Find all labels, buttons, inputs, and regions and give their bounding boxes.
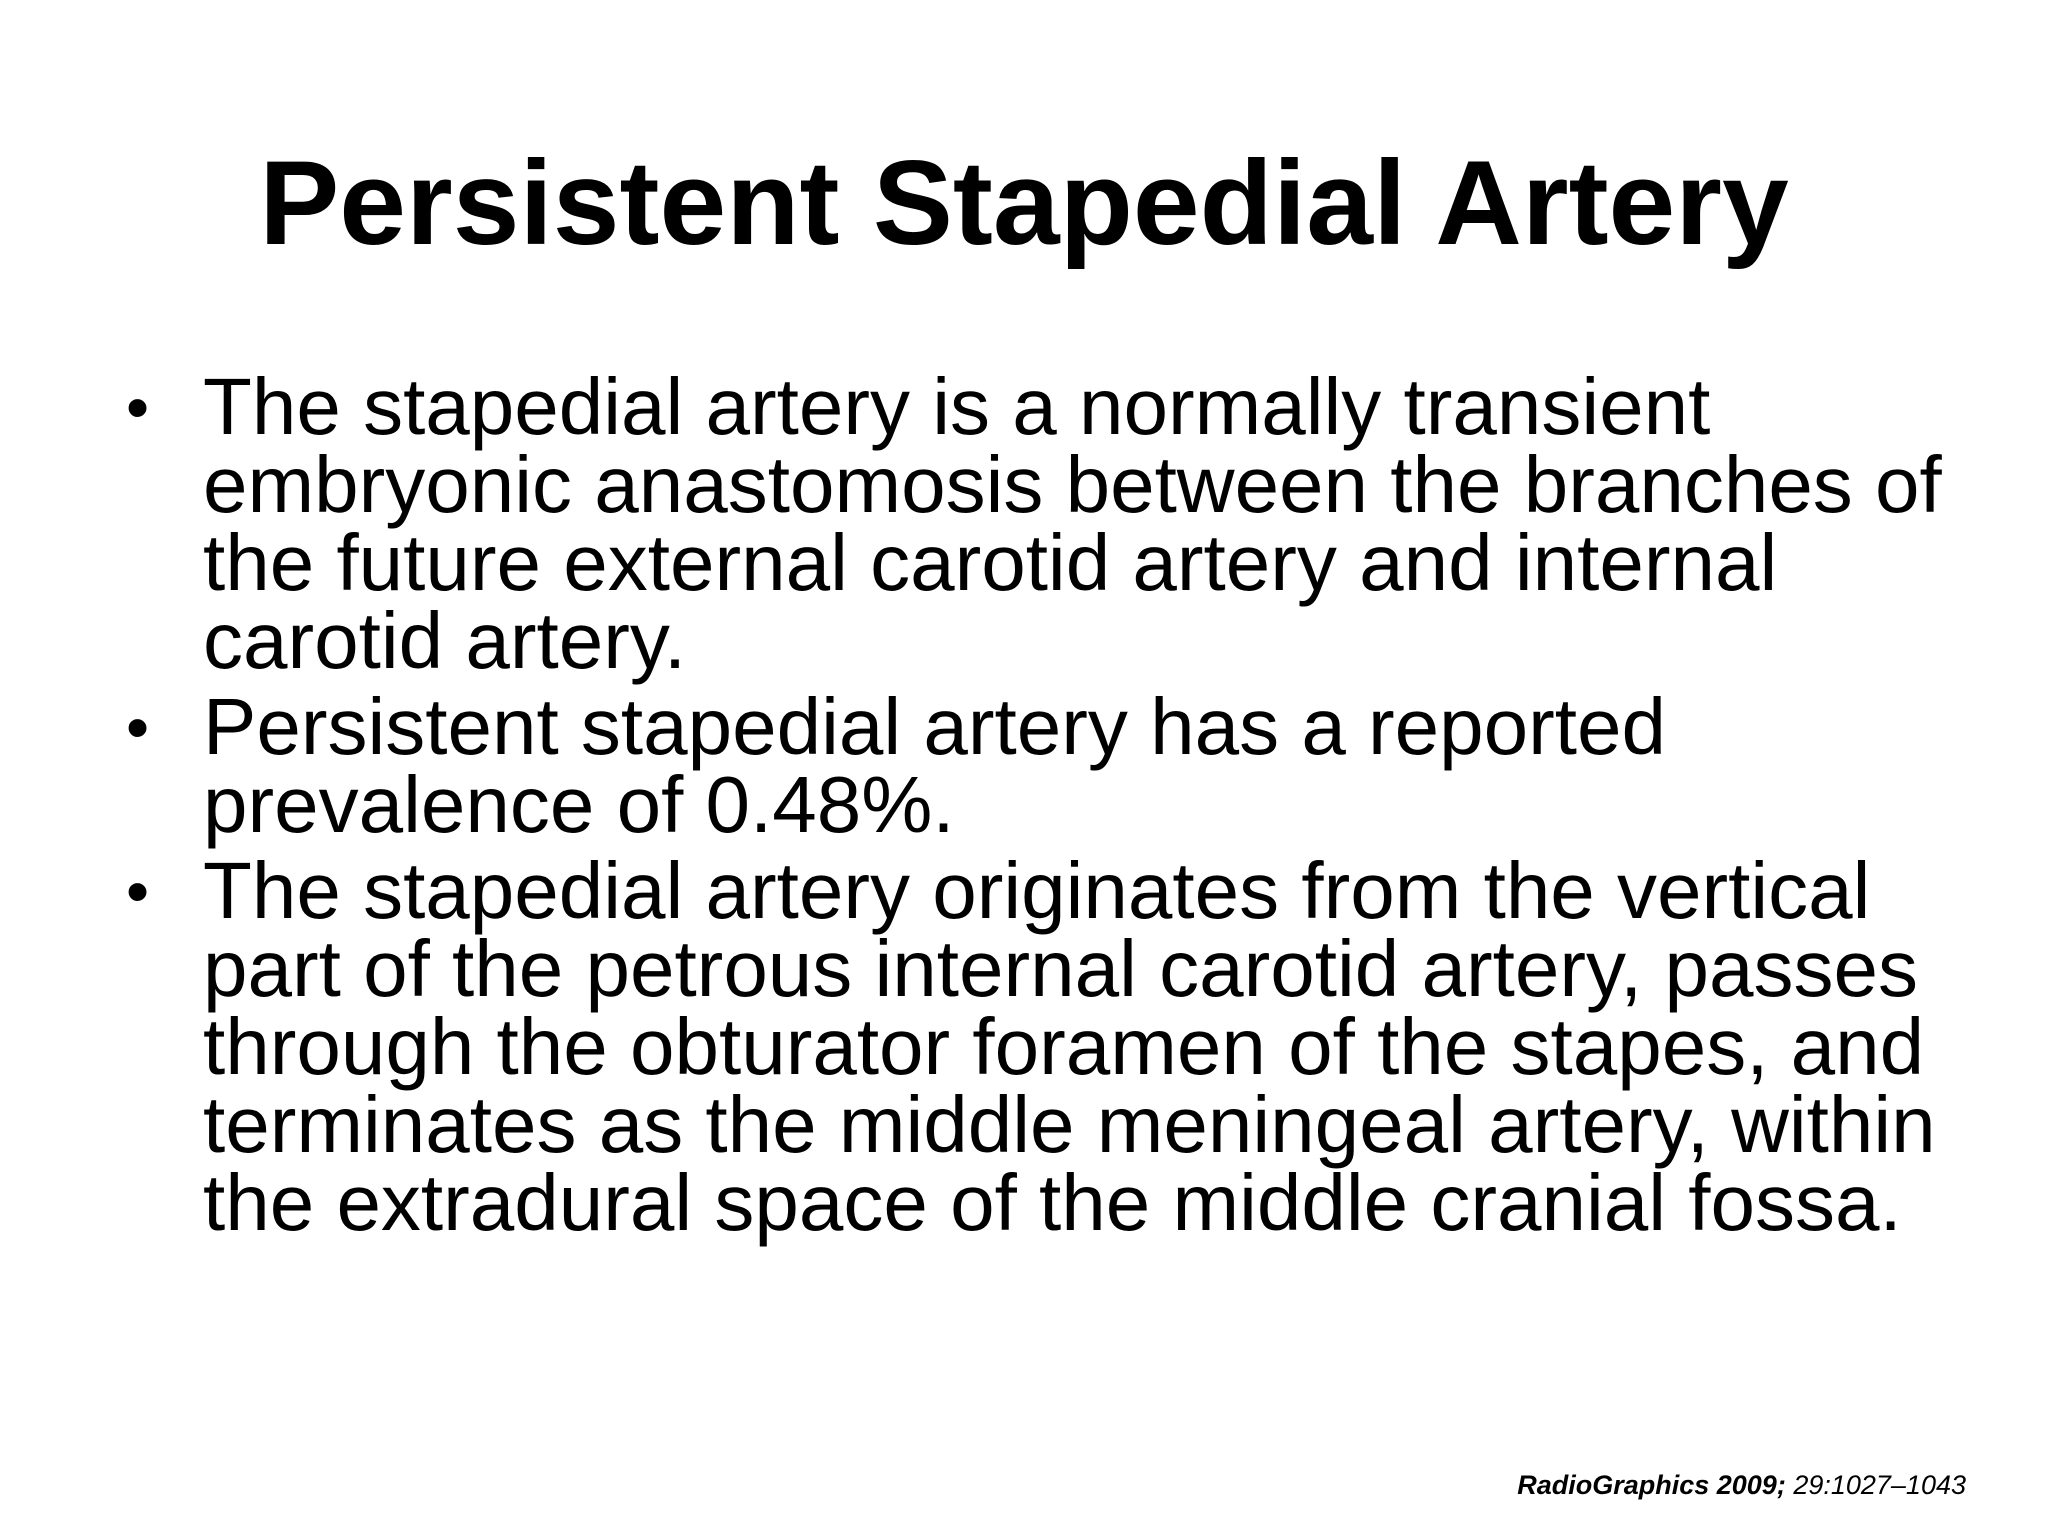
citation: [1517, 1468, 1966, 1502]
bullet-item: [126, 362, 2006, 685]
bullet-text: The stapedial artery originates from the vertical part of the petrous internal carotid artery, passes through the obturator foramen of the stapes, and terminates as the middle meningeal artery, within the extradural space of the middle cranial fossa.: [203, 846, 1936, 1247]
slide-title: Persistent Stapedial Artery: [259, 136, 1789, 270]
citation-pages: 29:1027–1043: [1785, 1470, 1966, 1500]
bullet-list: [126, 362, 2006, 1250]
bullet-item: [126, 682, 2006, 849]
bullet-icon: •: [126, 370, 150, 444]
bullet-icon: •: [126, 854, 150, 928]
bullet-text: The stapedial artery is a normally transient embryonic anastomosis between the branches of the future external carotid artery and internal carotid artery.: [203, 362, 1942, 685]
bullet-item: [126, 846, 2006, 1247]
bullet-icon: •: [126, 690, 150, 764]
citation-journal: RadioGraphics 2009;: [1517, 1470, 1786, 1500]
bullet-text: Persistent stapedial artery has a reported prevalence of 0.48%.: [203, 682, 1667, 849]
